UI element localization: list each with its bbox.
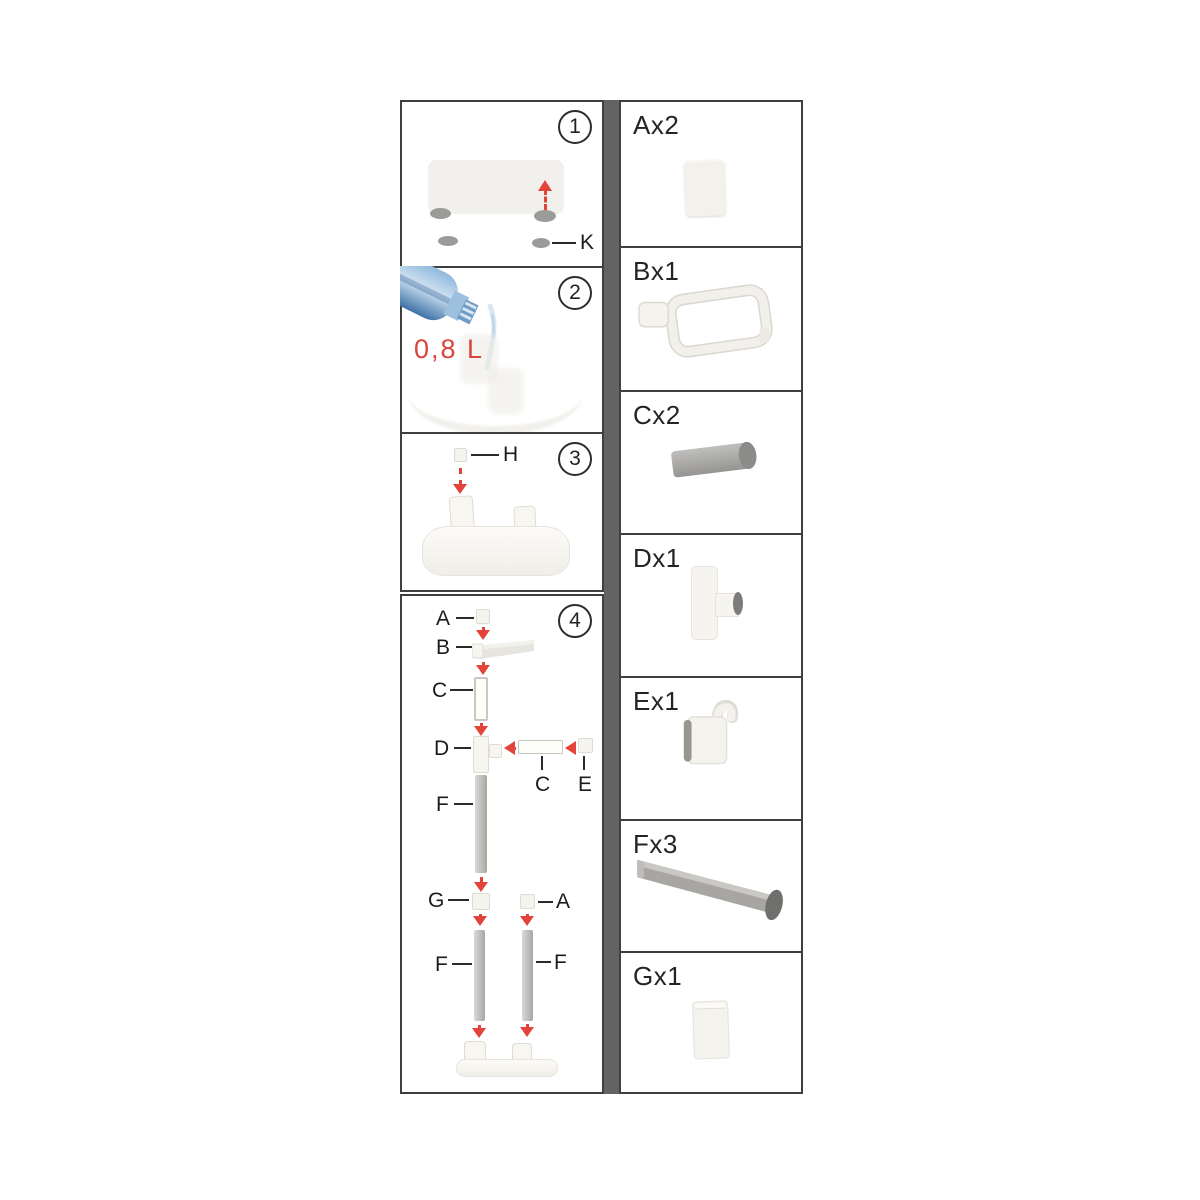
arrow-down-icon xyxy=(520,1024,534,1037)
part-a-cap xyxy=(520,894,535,909)
callout-line-g xyxy=(448,899,469,901)
foot-pad xyxy=(532,238,550,248)
part-g-top-face xyxy=(695,1002,725,1009)
step-panel-4 xyxy=(400,594,604,1094)
step-number-2: 2 xyxy=(569,281,581,304)
part-label-g: Gx1 xyxy=(633,961,683,991)
part-panel-c xyxy=(619,390,803,535)
callout-line-a2 xyxy=(538,901,553,903)
base-body xyxy=(456,1059,558,1077)
step-number-badge-4 xyxy=(558,604,592,638)
callout-line-d xyxy=(454,747,471,749)
callout-label-c: C xyxy=(432,679,448,702)
arrow-down-icon xyxy=(520,914,534,926)
callout-label-a2: A xyxy=(556,890,571,913)
callout-line-a xyxy=(456,617,474,619)
callout-line-c2 xyxy=(541,756,543,770)
fill-volume-label: 0,8 L xyxy=(414,334,485,364)
step-number-badge-3 xyxy=(558,442,592,476)
callout-label-d: D xyxy=(434,737,450,760)
callout-label-k: K xyxy=(580,231,595,254)
part-f-image xyxy=(621,821,801,951)
part-label-d: Dx1 xyxy=(633,543,681,573)
callout-line-f-right xyxy=(536,961,551,963)
part-h-cap xyxy=(454,448,467,462)
callout-label-h: H xyxy=(503,443,519,466)
arrow-left-icon xyxy=(565,741,576,755)
arrow-down-icon xyxy=(453,468,467,494)
part-d-opening xyxy=(733,592,743,615)
part-e-image xyxy=(621,678,801,819)
callout-line-c xyxy=(450,689,473,691)
callout-line-h xyxy=(471,454,499,456)
arrow-down-icon xyxy=(476,662,490,675)
part-c-tube xyxy=(474,677,488,721)
part-e-cap xyxy=(578,738,593,753)
callout-line-e xyxy=(583,756,585,770)
arrow-left-icon xyxy=(504,741,516,755)
step-number-4: 4 xyxy=(569,609,581,632)
part-d-connector xyxy=(473,736,489,773)
part-label-e: Ex1 xyxy=(633,686,680,716)
part-panel-d xyxy=(619,533,803,678)
part-d-body xyxy=(691,566,718,640)
column-divider xyxy=(604,100,619,1094)
part-c-image xyxy=(621,392,801,533)
callout-label-f-right: F xyxy=(554,951,567,974)
part-panel-b xyxy=(619,246,803,392)
part-f-tube xyxy=(522,930,533,1021)
part-panel-g xyxy=(619,951,803,1094)
callout-label-a: A xyxy=(436,607,451,630)
part-panel-a xyxy=(619,100,803,248)
step-number-1: 1 xyxy=(569,115,581,138)
part-label-f: Fx3 xyxy=(633,829,678,859)
step-number-3: 3 xyxy=(569,447,581,470)
part-d-stub xyxy=(489,744,502,758)
callout-label-c2: C xyxy=(535,773,551,796)
callout-label-f-left: F xyxy=(435,953,448,976)
part-b-image xyxy=(621,248,801,390)
callout-line-f xyxy=(454,803,473,805)
foot-pad xyxy=(438,236,458,246)
part-label-a: Ax2 xyxy=(633,110,680,140)
part-label-b: Bx1 xyxy=(633,256,680,286)
foot-pad xyxy=(534,210,556,222)
callout-label-b: B xyxy=(436,636,451,659)
part-a-cap xyxy=(476,609,490,624)
arrow-down-icon xyxy=(473,914,487,926)
callout-label-f: F xyxy=(436,793,449,816)
arrow-up-icon xyxy=(538,180,552,210)
part-panel-f xyxy=(619,819,803,953)
part-g-cap xyxy=(472,893,490,910)
part-f-tube xyxy=(475,775,487,873)
arrow-down-icon xyxy=(472,1025,486,1038)
arrow-down-icon xyxy=(474,877,488,892)
step-panel-1 xyxy=(400,100,604,268)
callout-line-f-left xyxy=(452,963,472,965)
part-panel-e xyxy=(619,676,803,821)
callout-label-g: G xyxy=(428,889,445,912)
base-body xyxy=(422,526,570,576)
step-panel-3 xyxy=(400,432,604,592)
step-number-badge-2 xyxy=(558,276,592,310)
arrow-down-icon xyxy=(474,723,488,736)
foot-pad xyxy=(430,208,451,219)
callout-line-b xyxy=(456,646,473,648)
callout-line-k xyxy=(552,242,576,244)
part-f-tube xyxy=(474,930,485,1021)
step-panel-2 xyxy=(400,266,604,434)
part-g-image xyxy=(692,1000,730,1059)
part-label-c: Cx2 xyxy=(633,400,681,430)
part-b-bracket xyxy=(472,638,536,660)
part-c-tube-horizontal xyxy=(518,740,563,754)
part-a-image xyxy=(684,159,726,216)
step-number-badge-1 xyxy=(558,110,592,144)
callout-label-e: E xyxy=(578,773,593,796)
